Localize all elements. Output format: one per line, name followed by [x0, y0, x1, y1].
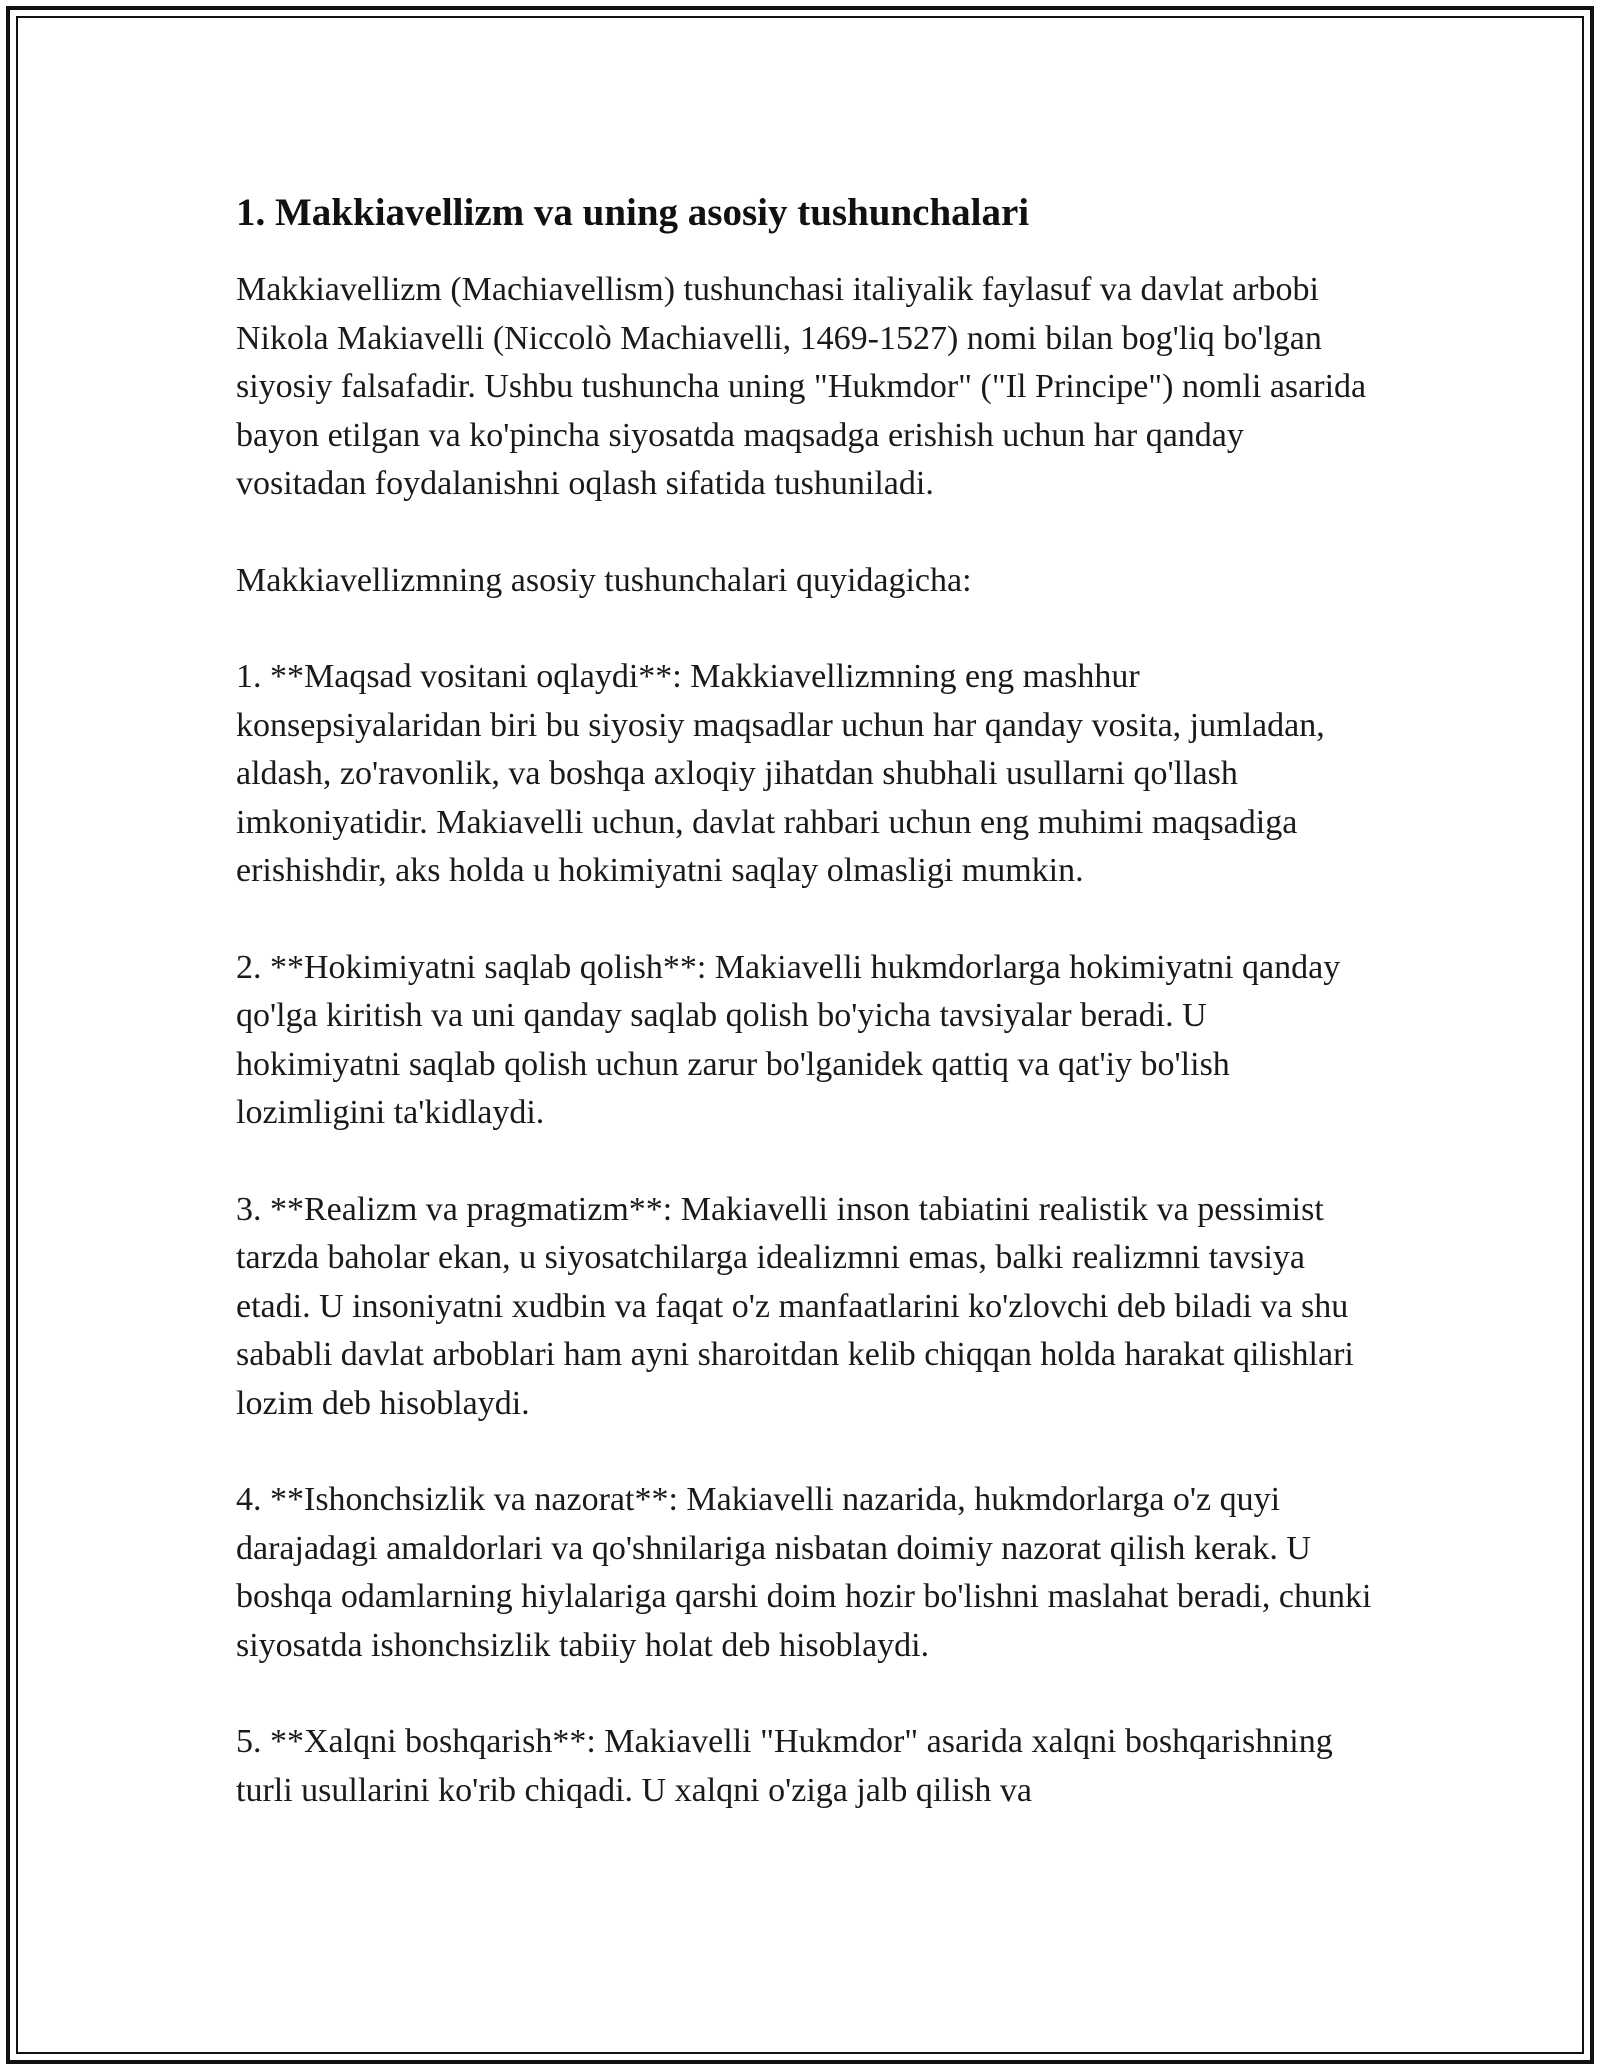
- concepts-intro-paragraph: Makkiavellizmning asosiy tushunchalari quyidagicha:: [236, 561, 972, 599]
- concept-3-paragraph: 3. **Realizm va pragmatizm**: Makiavelli inson tabiatini realistik va pessimist tarzda baholar ekan, u siyosatchilarga idealizmni emas, balki realizmni tavsiya etadi. U insoniyatni xudbin va faqat o'z manfaatlarini ko'zlovchi deb biladi va shu sababli davlat arboblari ham ayni sharoitdan kelib chiqqan holda harakat qilishlari lozim deb hisoblaydi.: [236, 1190, 1354, 1422]
- intro-paragraph: Makkiavellizm (Machiavellism) tushunchasi italiyalik faylasuf va davlat arbobi Nikola Makiavelli (Niccolò Machiavelli, 1469-1527) nomi bilan bog'liq bo'lgan siyosiy falsafadir. Ushbu tushuncha uning "Hukmdor" ("Il Principe") nomli asarida bayon etilgan va ko'pincha siyosatda maqsadga erishish uchun har qanday vositadan foydalanishni oqlash sifatida tushuniladi.: [236, 271, 1367, 502]
- document-body: [236, 186, 1376, 1863]
- concept-5-paragraph: 5. **Xalqni boshqarish**: Makiavelli "Hukmdor" asarida xalqni boshqarishning turli usullarini ko'rib chiqadi. U xalqni o'ziga jalb qilish va: [236, 1723, 1333, 1809]
- section-heading: 1. Makkiavellizm va uning asosiy tushunchalari: [236, 191, 1030, 234]
- concept-4-paragraph: 4. **Ishonchsizlik va nazorat**: Makiavelli nazarida, hukmdorlarga o'z quyi darajadagi amaldorlari va qo'shnilariga nisbatan doimiy nazorat qilish kerak. U boshqa odamlarning hiylalariga qarshi doim hozir bo'lishni maslahat beradi, chunki siyosatda ishonchsizlik tabiiy holat deb hisoblaydi.: [236, 1481, 1372, 1664]
- concept-2-paragraph: 2. **Hokimiyatni saqlab qolish**: Makiavelli hukmdorlarga hokimiyatni qanday qo'lga kiritish va uni qanday saqlab qolish bo'yicha tavsiyalar beradi. U hokimiyatni saqlab qolish uchun zarur bo'lganidek qattiq va qat'iy bo'lish lozimligini ta'kidlaydi.: [236, 948, 1341, 1131]
- concept-1-paragraph: 1. **Maqsad vositani oqlaydi**: Makkiavellizmning eng mashhur konsepsiyalaridan biri bu siyosiy maqsadlar uchun har qanday vosita, jumladan, aldash, zo'ravonlik, va boshqa axloqiy jihatdan shubhali usullarni qo'llash imkoniyatidir. Makiavelli uchun, davlat rahbari uchun eng muhimi maqsadiga erishishdir, aks holda u hokimiyatni saqlay olmasligi mumkin.: [236, 658, 1325, 889]
